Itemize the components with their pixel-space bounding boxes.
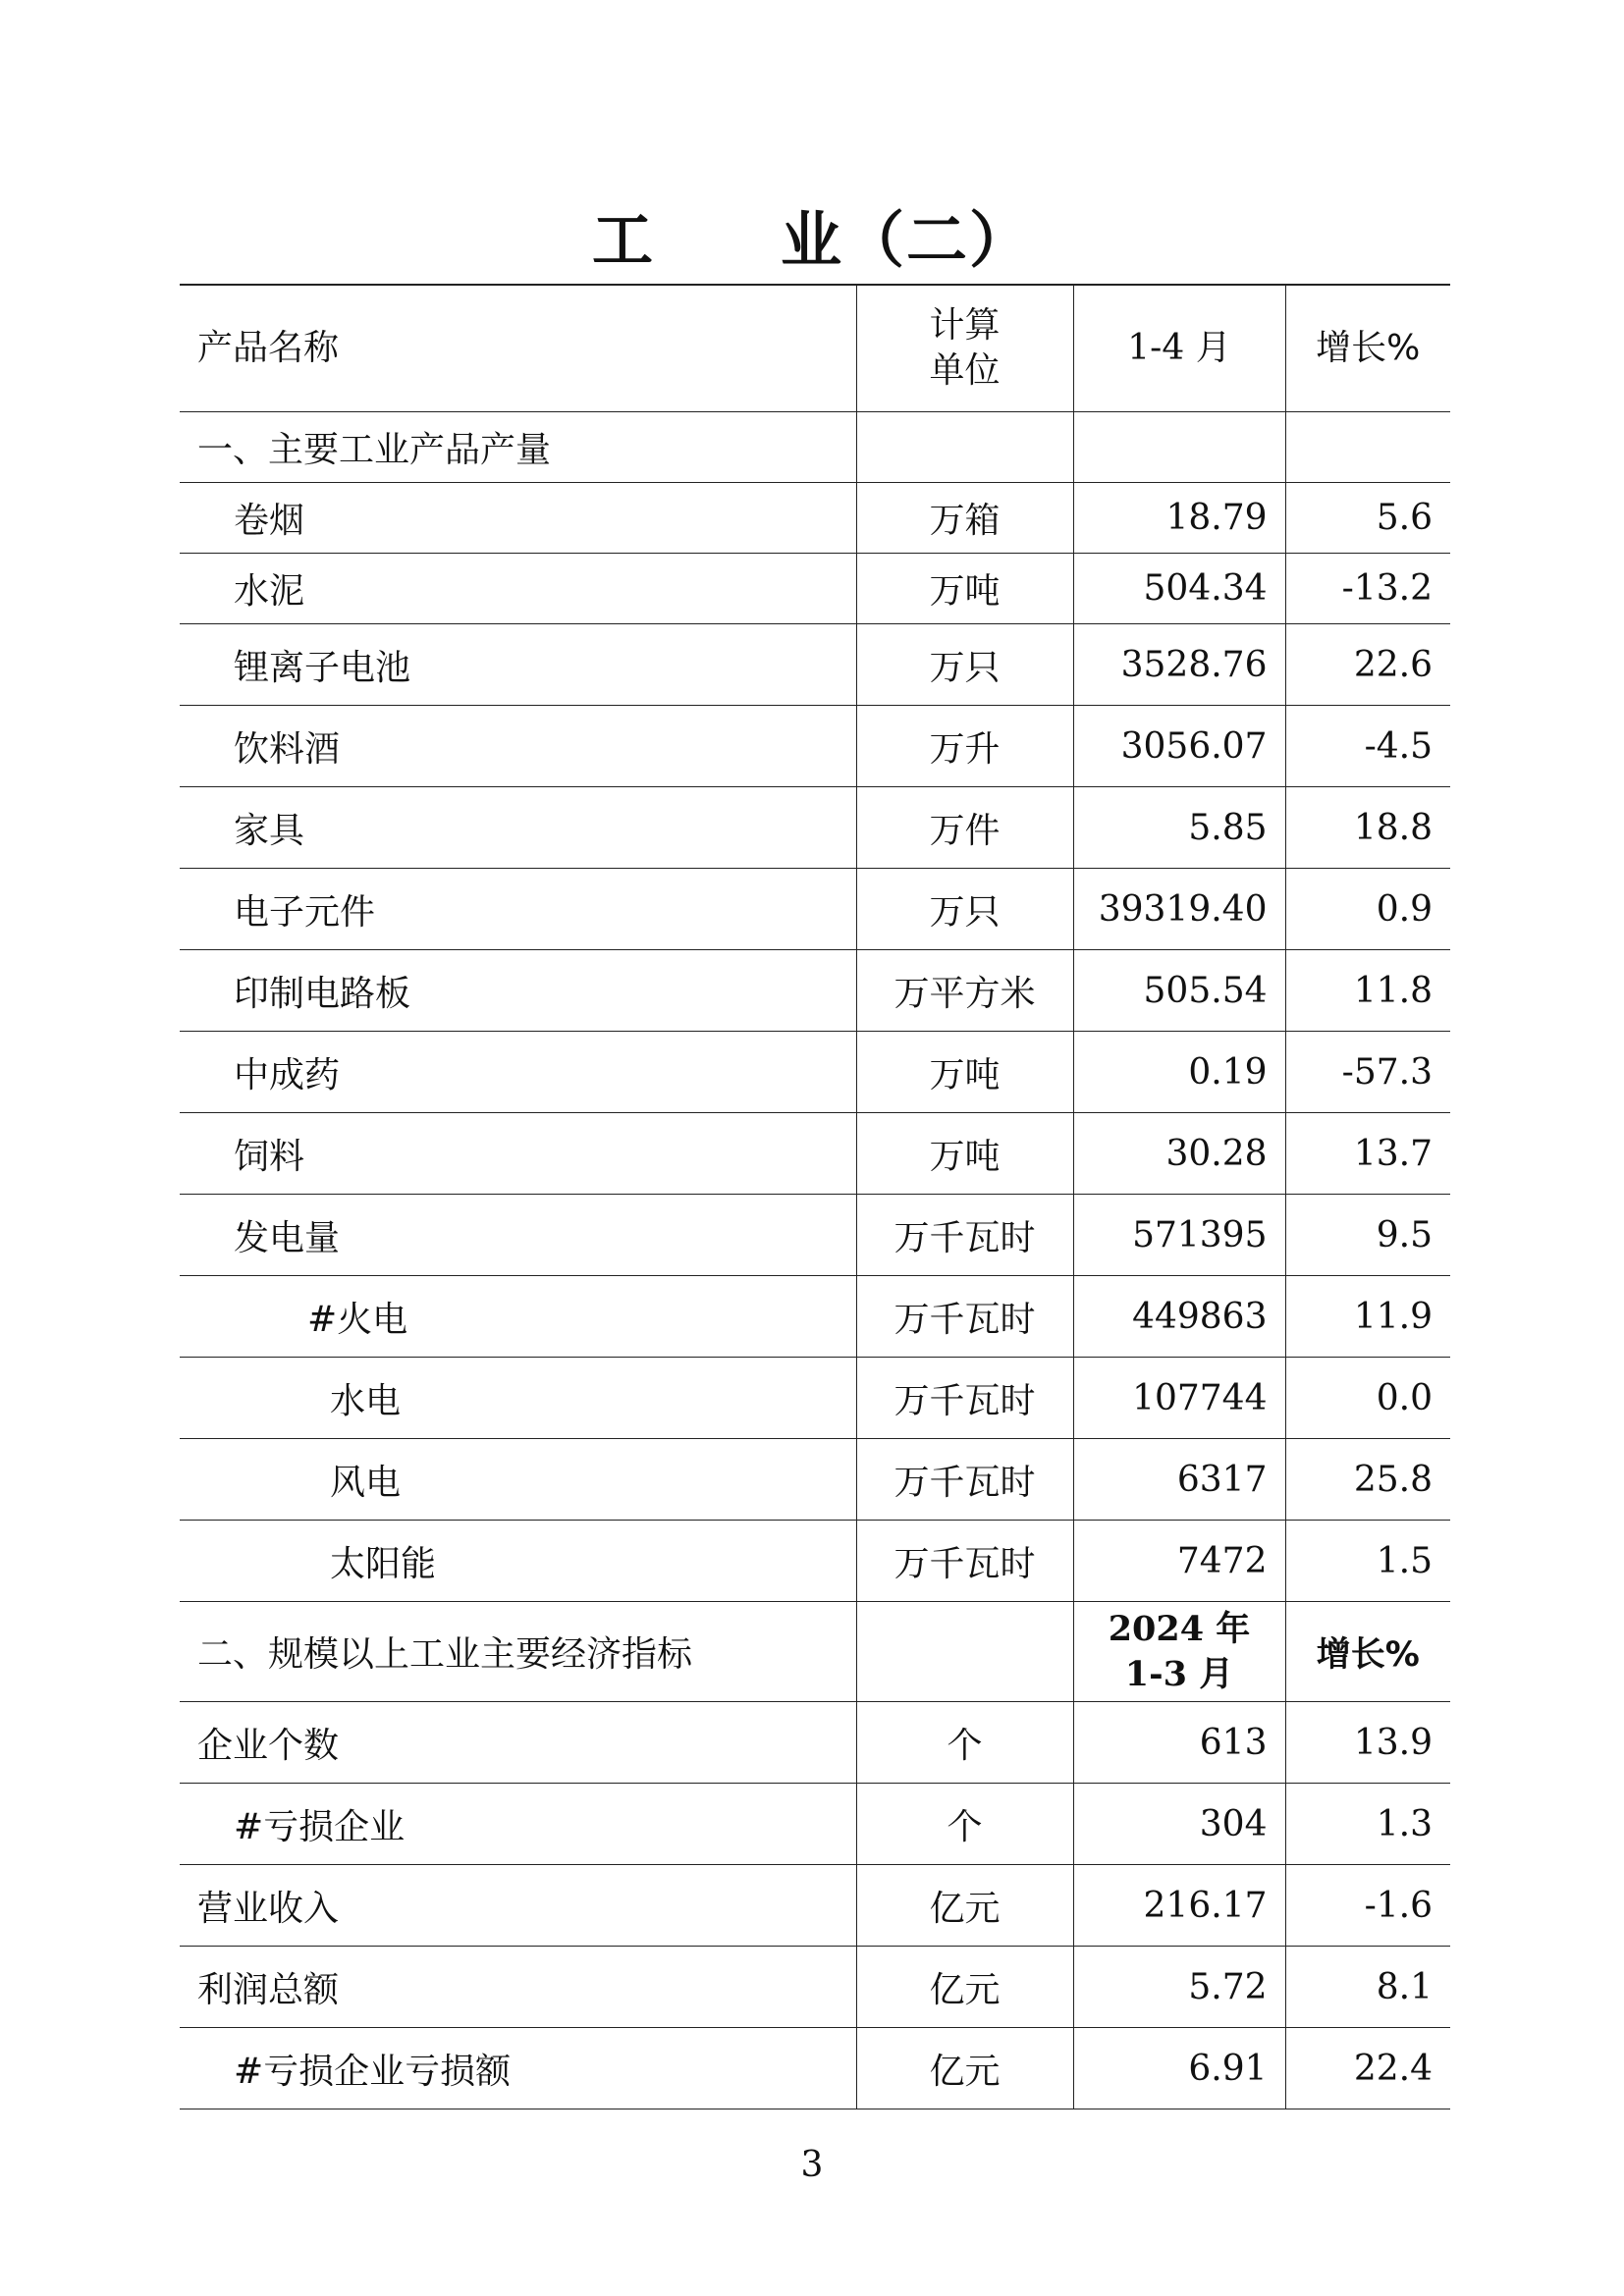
row-growth: 13.7 (1285, 1113, 1450, 1195)
row-name: 太阳能 (180, 1521, 856, 1602)
row-growth: 11.8 (1285, 950, 1450, 1032)
table-row (180, 1784, 1450, 1865)
table-row (180, 483, 1450, 554)
row-value: 39319.40 (1073, 869, 1285, 950)
row-name: 家具 (180, 787, 856, 869)
header-period (1073, 285, 1285, 412)
row-value: 18.79 (1073, 483, 1285, 554)
row-value: 504.34 (1073, 554, 1285, 624)
row-unit: 万吨 (856, 1113, 1073, 1195)
row-name: 水电 (180, 1358, 856, 1439)
row-unit: 万平方米 (856, 950, 1073, 1032)
section1-title: 一、主要工业产品产量 (180, 412, 856, 483)
row-growth: 13.9 (1285, 1702, 1450, 1784)
row-name: #亏损企业 (180, 1784, 856, 1865)
row-unit: 万升 (856, 706, 1073, 787)
row-growth: -4.5 (1285, 706, 1450, 787)
header-growth: 增长% (1285, 285, 1450, 412)
row-unit: 万件 (856, 787, 1073, 869)
row-value: 304 (1073, 1784, 1285, 1865)
row-name: 利润总额 (180, 1947, 856, 2028)
row-growth: 18.8 (1285, 787, 1450, 869)
row-value: 107744 (1073, 1358, 1285, 1439)
row-unit: 万只 (856, 869, 1073, 950)
row-value: 3056.07 (1073, 706, 1285, 787)
table-row (180, 1439, 1450, 1521)
row-name: 锂离子电池 (180, 624, 856, 706)
row-name: 发电量 (180, 1195, 856, 1276)
row-growth: 1.3 (1285, 1784, 1450, 1865)
industry-table (180, 284, 1450, 2109)
row-value: 613 (1073, 1702, 1285, 1784)
row-unit: 亿元 (856, 1947, 1073, 2028)
section2-period-line1: 2024 年 (1108, 1608, 1251, 1649)
section1-empty-growth (1285, 412, 1450, 483)
table-row (180, 624, 1450, 706)
row-name: 电子元件 (180, 869, 856, 950)
section2-empty-unit (856, 1602, 1073, 1702)
table-row (180, 787, 1450, 869)
table-row (180, 1358, 1450, 1439)
table-header-row (180, 285, 1450, 412)
table-row (180, 869, 1450, 950)
table-row (180, 1865, 1450, 1947)
row-growth: 1.5 (1285, 1521, 1450, 1602)
row-unit: 万吨 (856, 1032, 1073, 1113)
row-name: 企业个数 (180, 1702, 856, 1784)
row-value: 3528.76 (1073, 624, 1285, 706)
row-value: 216.17 (1073, 1865, 1285, 1947)
section2-growth-header: 增长% (1285, 1602, 1450, 1702)
row-unit: 个 (856, 1702, 1073, 1784)
row-value: 505.54 (1073, 950, 1285, 1032)
section1-empty-value (1073, 412, 1285, 483)
row-unit: 万千瓦时 (856, 1276, 1073, 1358)
section2-period (1073, 1602, 1285, 1702)
row-value: 6317 (1073, 1439, 1285, 1521)
page-number: 3 (800, 2145, 824, 2185)
row-name: 营业收入 (180, 1865, 856, 1947)
row-name: 饮料酒 (180, 706, 856, 787)
table-row (180, 2028, 1450, 2109)
row-unit: 个 (856, 1784, 1073, 1865)
section2-header-row (180, 1602, 1450, 1702)
row-name: 饲料 (180, 1113, 856, 1195)
table-row (180, 1702, 1450, 1784)
row-value: 5.72 (1073, 1947, 1285, 2028)
row-growth: -13.2 (1285, 554, 1450, 624)
row-value: 571395 (1073, 1195, 1285, 1276)
row-growth: 11.9 (1285, 1276, 1450, 1358)
row-unit: 万千瓦时 (856, 1439, 1073, 1521)
table-row (180, 1195, 1450, 1276)
header-unit-line2: 单位 (929, 350, 1001, 391)
table-row (180, 1113, 1450, 1195)
row-name: 卷烟 (180, 483, 856, 554)
row-growth: 0.9 (1285, 869, 1450, 950)
table-row (180, 1947, 1450, 2028)
row-name: 印制电路板 (180, 950, 856, 1032)
row-value: 6.91 (1073, 2028, 1285, 2109)
row-growth: 8.1 (1285, 1947, 1450, 2028)
row-unit: 万千瓦时 (856, 1195, 1073, 1276)
row-name: 风电 (180, 1439, 856, 1521)
header-unit-line1: 计算 (929, 305, 1001, 346)
row-growth: 22.4 (1285, 2028, 1450, 2109)
table-row (180, 950, 1450, 1032)
header-product-name: 产品名称 (180, 285, 856, 412)
row-name: #火电 (180, 1276, 856, 1358)
table-row (180, 1276, 1450, 1358)
row-name: 水泥 (180, 554, 856, 624)
row-unit: 亿元 (856, 1865, 1073, 1947)
row-growth: -1.6 (1285, 1865, 1450, 1947)
row-growth: 0.0 (1285, 1358, 1450, 1439)
row-value: 0.19 (1073, 1032, 1285, 1113)
table-row (180, 706, 1450, 787)
row-growth: 25.8 (1285, 1439, 1450, 1521)
row-value: 30.28 (1073, 1113, 1285, 1195)
row-name: 中成药 (180, 1032, 856, 1113)
section2-title: 二、规模以上工业主要经济指标 (180, 1602, 856, 1702)
table-body (180, 412, 1450, 2109)
section1-empty-unit (856, 412, 1073, 483)
row-unit: 万只 (856, 624, 1073, 706)
table-row (180, 1032, 1450, 1113)
row-value: 449863 (1073, 1276, 1285, 1358)
row-unit: 亿元 (856, 2028, 1073, 2109)
row-unit: 万箱 (856, 483, 1073, 554)
row-growth: 22.6 (1285, 624, 1450, 706)
table-row (180, 1521, 1450, 1602)
header-unit (856, 285, 1073, 412)
header-period-text: 1-4 月 (1127, 328, 1231, 368)
table-row (180, 554, 1450, 624)
row-unit: 万吨 (856, 554, 1073, 624)
row-unit: 万千瓦时 (856, 1521, 1073, 1602)
row-value: 7472 (1073, 1521, 1285, 1602)
section1-title-row (180, 412, 1450, 483)
page-title: 工 业（二） (591, 204, 1032, 276)
row-growth: 9.5 (1285, 1195, 1450, 1276)
section2-period-line2: 1-3 月 (1124, 1653, 1234, 1694)
row-unit: 万千瓦时 (856, 1358, 1073, 1439)
row-name: #亏损企业亏损额 (180, 2028, 856, 2109)
row-growth: 5.6 (1285, 483, 1450, 554)
row-growth: -57.3 (1285, 1032, 1450, 1113)
row-value: 5.85 (1073, 787, 1285, 869)
